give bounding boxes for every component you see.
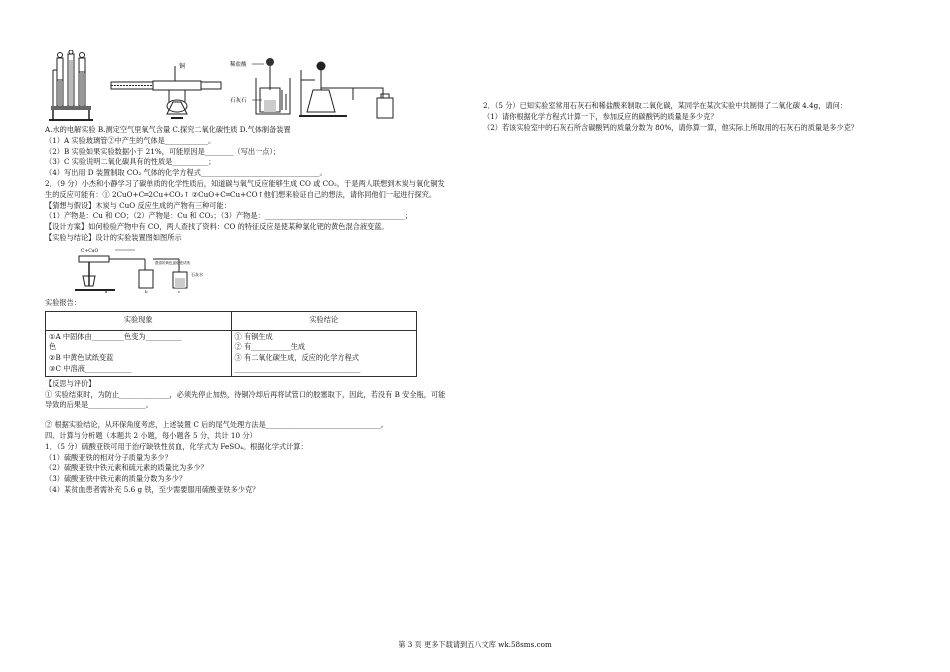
right-column — [483, 101, 923, 133]
reflection-2: ② 根据实验结论，从环保角度考虑，上述装置 C 后的尾气处理方法是________________________________。 — [45, 420, 388, 430]
q1-item-3: （3）C 实验说明二氧化碳具有的性质是__________； — [45, 157, 216, 167]
apparatus-label-top: C+CuO — [81, 248, 99, 254]
calc1-item-4: （4）某贫血患者需补充 5.6 g 铁，至少需要服用硫酸亚铁多少克？ — [45, 484, 260, 494]
conclusion-title: 【实验与结论】设计的实验装置图如图所示 — [45, 232, 182, 242]
report-header-conclusion: 实验结论 — [231, 311, 417, 330]
section-4-heading: 四、计算与分析题（本题共 2 小题，每小题各 5 分，共计 10 分） — [45, 430, 257, 440]
figure-d-gas-preparation — [297, 60, 402, 122]
reflection-1: ① 实验结束时，为防止______________，必须先停止加热，待铜冷却后再将试管口的胶塞取下，因此，若没有 B 安全瓶，可能导致的后果是________________。 — [45, 389, 446, 410]
design-plan: 【设计方案】如何检验产物中有 CO，两人查找了资料：CO 的特征反应是使某种氯化钯的黄色混合液变蓝。 — [45, 222, 389, 232]
calc1-item-1: （1）硫酸亚铁的相对分子质量为多少？ — [45, 452, 172, 462]
calc1-intro: 1．（5 分）硫酸亚铁可用于治疗缺铁性贫血，化学式为 FeSO₄。根据化学式计算： — [45, 441, 308, 451]
figure-row — [45, 50, 450, 124]
apparatus-label-b: b — [145, 288, 148, 294]
hypothesis-title: 【猜想与假设】木炭与 CuO 反应生成的产物有三种可能： — [45, 200, 231, 210]
figure-b-oxygen-measure — [109, 58, 224, 122]
figure-a-electrolysis — [45, 50, 97, 122]
hypothesis-items: （1）产物是：Cu 和 CO；（2）产物是：Cu 和 CO₂；（3）产物是：_______________________________________； — [45, 211, 413, 221]
figure-c-co2-properties — [230, 50, 295, 120]
left-column — [45, 50, 450, 496]
calc1-item-2: （2）硫酸亚铁中铁元素和硫元素的质量比为多少？ — [45, 463, 208, 473]
conclusion-3-blank: ___________________________________ — [234, 363, 361, 373]
apparatus-label-lime-water: 石灰水 — [191, 271, 203, 277]
reflection-title: 【反思与评价】 — [45, 378, 96, 388]
q2-intro: 2．（9 分）小杰和小静学习了碳单质的化学性质后，知道碳与氧气反应能够生成 CO 或 CO₂，于是两人联想到木炭与氧化铜发生的反应可能有：① 2CuO+C═2Cu+CO₂↑ ②CuO+C═Cu+CO↑他们想来验证自己的想法，请你同他们一起进行探究。 — [45, 178, 445, 199]
calc1-item-3: （3）硫酸亚铁中铁元素的质量分数为多少？ — [45, 474, 187, 484]
q1-item-1: （1）A 实验玻璃管②中产生的气体是____________。 — [45, 135, 216, 145]
conclusion-2: ② 有___________生成 — [234, 342, 306, 352]
experiment-apparatus — [75, 246, 450, 294]
q1-item-2: （2）B 实验如果实验数据小于 21%，可能原因是________（写出一点）； — [45, 146, 281, 156]
page-footer: 第 3 页 更多下载请到五八文库 wk.58sms.com — [398, 640, 552, 649]
report-label: 实验报告： — [45, 297, 81, 307]
q1-item-4: （4）写出用 D 装置制取 CO₂ 气体的化学方程式_________________________________。 — [45, 168, 327, 178]
report-conclusions-cell — [231, 330, 417, 376]
report-header-phenomenon: 实验现象 — [46, 311, 232, 330]
report-table — [45, 311, 417, 377]
phenomenon-1-cont: 色 — [49, 342, 57, 352]
hydrochloric-acid-label: 稀盐酸 — [230, 62, 247, 68]
calc2-item-1: （1）请你根据化学方程式计算一下，参加反应的碳酸钙的质量是多少克？ — [483, 111, 718, 121]
phenomenon-1: ①A 中固体由_________色变为__________ — [49, 331, 182, 341]
calc2-intro: 2．（5 分）已知实验室常用石灰石和稀盐酸来制取二氧化碳，某同学在某次实验中共制得了二氧化碳 4.4g，请问： — [483, 101, 847, 110]
apparatus-label-c: c — [178, 288, 181, 294]
phenomenon-3: ③C 中溶液_____________ — [49, 363, 132, 373]
conclusion-3: ③ 有二氧化碳生成，反应的化学方程式 — [234, 353, 359, 363]
apparatus-label-a: a — [105, 288, 108, 294]
copper-label: 铜 — [179, 63, 186, 70]
calc2-item-2: （2）若该实验室中的石灰石所含碳酸钙的质量分数为 80%，请你算一算，他实际上所取用的石灰石的质量是多少克？ — [483, 122, 859, 132]
apparatus-label-reagent: 澄清的黄色氯化钯试纸 — [155, 260, 190, 265]
report-phenomena-cell — [46, 330, 232, 376]
limestone-label: 石灰石 — [230, 98, 247, 104]
phenomenon-2: ②B 中黄色试纸变蓝 — [49, 353, 114, 363]
conclusion-1: ① 有铜生成 — [234, 331, 273, 341]
figure-caption: A.水的电解实验 B.测定空气里氧气含量 C.探究二氧化碳性质 D.气体制备装置 — [45, 125, 291, 134]
